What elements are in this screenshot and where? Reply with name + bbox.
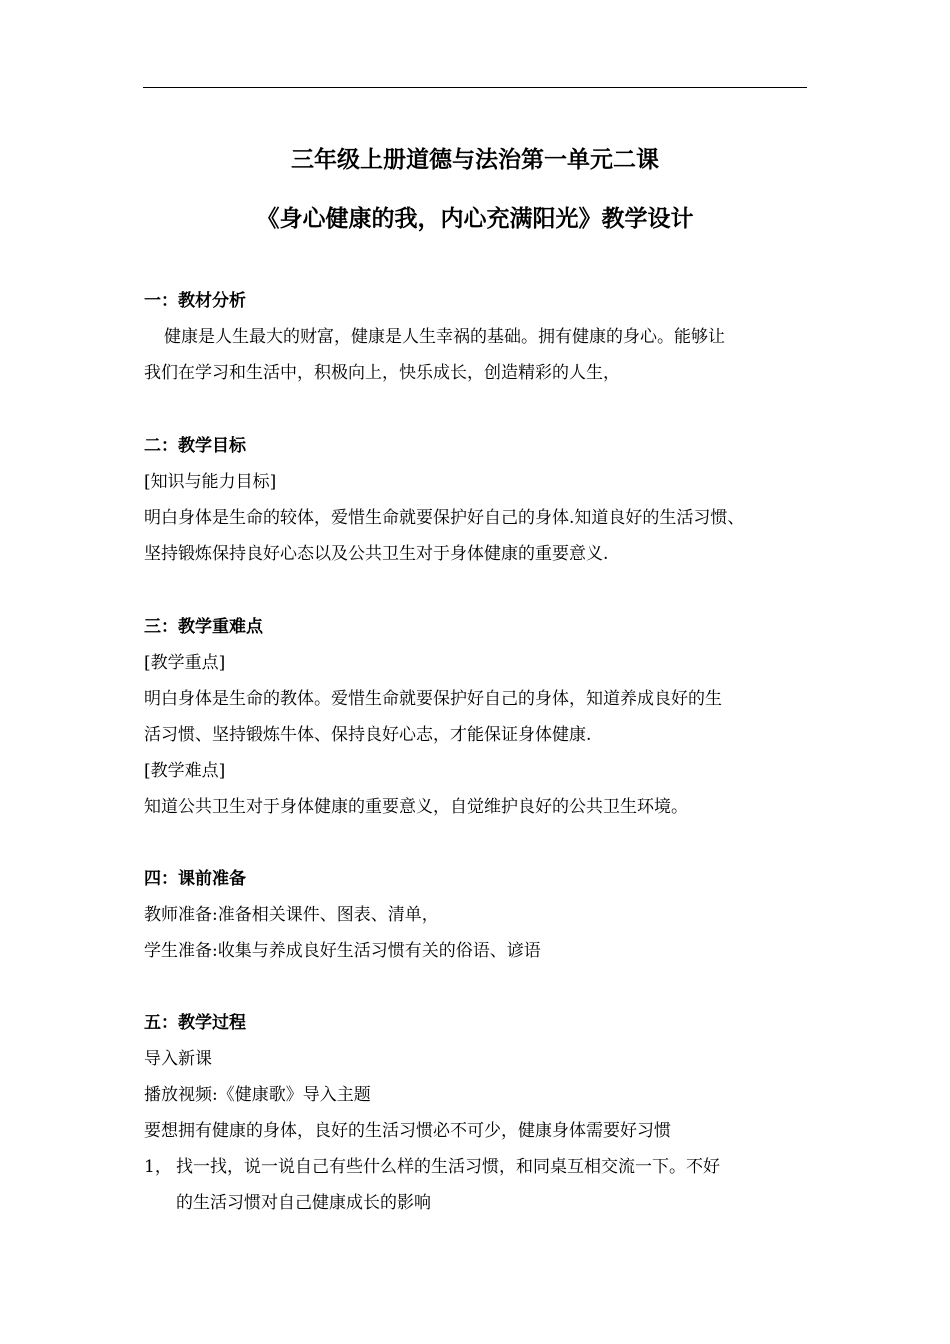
section-heading: 二：教学目标 [144, 436, 246, 456]
list-number: 1， [144, 1157, 172, 1177]
list-item-line: 找一找，说一说自己有些什么样的生活习惯，和同桌互相交流一下。不好 [176, 1157, 720, 1177]
document-title-line1: 三年级上册道德与法治第一单元二课 [291, 147, 659, 173]
paragraph-line: 坚持锻炼保持良好心态以及公共卫生对于身体健康的重要意义. [144, 544, 609, 564]
section-heading: 三：教学重难点 [144, 617, 263, 637]
subheading: [知识与能力目标] [144, 472, 277, 492]
header-rule [143, 87, 807, 88]
paragraph-line: 健康是人生最大的财富，健康是人生幸祸的基础。拥有健康的身心。能够让 [164, 327, 725, 347]
list-item [144, 1149, 824, 1221]
paragraph-line: 导入新课 [144, 1049, 212, 1069]
subheading: [教学重点] [144, 653, 226, 673]
paragraph-line: 明白身体是生命的教体。爱惜生命就要保护好自己的身体，知道养成良好的生 [144, 689, 722, 709]
paragraph-line: 知道公共卫生对于身体健康的重要意义，自觉维护良好的公共卫生环境。 [144, 797, 688, 817]
paragraph-line: 活习惯、坚持锻炼牛体、保持良好心志，才能保证身体健康. [144, 725, 592, 745]
section-heading: 一：教材分析 [144, 291, 246, 311]
section-teaching-process [144, 1005, 824, 1221]
subheading: [教学难点] [144, 761, 226, 781]
section-material-analysis [144, 283, 824, 391]
section-key-points [144, 609, 824, 825]
section-heading: 四：课前准备 [144, 869, 246, 889]
paragraph-line: 我们在学习和生活中，积极向上，快乐成长，创造精彩的人生， [144, 363, 620, 383]
paragraph-line: 学生准备:收集与养成良好生活习惯有关的俗语、谚语 [144, 941, 541, 961]
section-preparation [144, 861, 824, 969]
paragraph-line: 教师准备:准备相关课件、图表、清单， [144, 905, 439, 925]
list-item-line: 的生活习惯对自己健康成长的影响 [176, 1193, 431, 1213]
paragraph-line: 明白身体是生命的较体，爱惜生命就要保护好自己的身体.知道良好的生活习惯、 [144, 508, 745, 528]
section-heading: 五：教学过程 [144, 1013, 246, 1033]
paragraph-line: 播放视频:《健康歌》导入主题 [144, 1085, 371, 1105]
document-title-line2: 《身心健康的我，内心充满阳光》教学设计 [256, 206, 694, 232]
section-teaching-goals [144, 428, 824, 572]
paragraph-line: 要想拥有健康的身体，良好的生活习惯必不可少，健康身体需要好习惯 [144, 1121, 671, 1141]
